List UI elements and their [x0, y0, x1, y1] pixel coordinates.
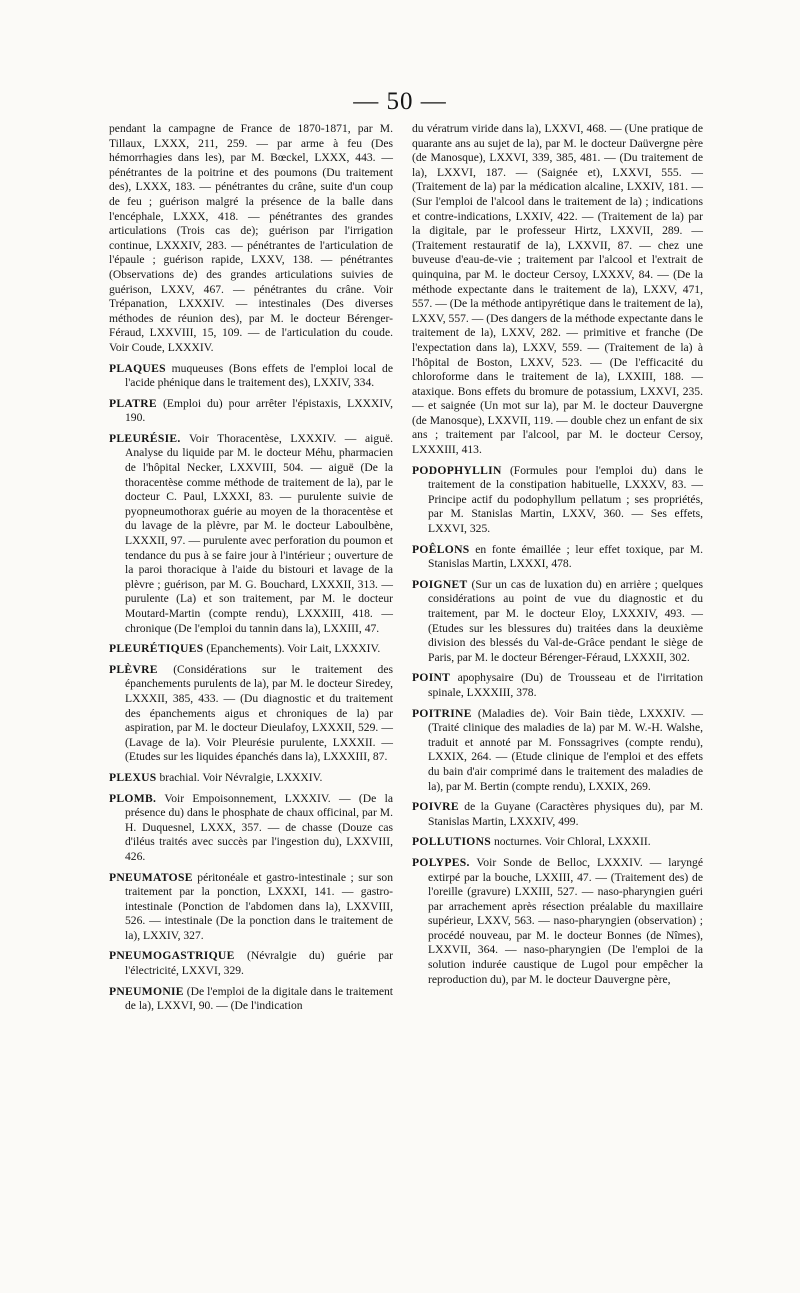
entry-headword: PLEURÉSIE. — [109, 431, 181, 445]
entry-text: (De l'emploi de la digitale dans le traitement de la), LXXVI, 90. — (De l'indication — [125, 984, 393, 1013]
entry-text: nocturnes. Voir Chloral, LXXXII. — [493, 835, 651, 849]
index-entry — [109, 362, 393, 391]
index-entry — [109, 642, 393, 657]
index-entry — [412, 578, 703, 666]
entry-text: Voir Thoracentèse, LXXXIV. — aiguë. Analyse du liquide par M. le docteur Méhu, pharmacien de l'hôpital Necker, LXXVIII, 504. — aiguë (De la thoracentèse comme méthode de traitement de la), par le docteur C. Paul, LXXXI, 83. — purulente suivie de pyopneumothorax guérie au moyen de la thoracentèse et du lavage de la plèvre, par M. le docteur Laboulbène, LXXXII, 97. — purulente avec perforation du poumon et tendance du pus à se faire jour à l'intérieur ; ouverture de la paroi thoracique à l'aide du bistouri et lavage de la plèvre ; guérison, par M. G. Bouchard, LXXXII, 313. — purulente (La) et son traitement, par M. le docteur Moutard-Martin (compte rendu), LXXXIII, 418. — chronique (De l'emploi du tannin dans la), LXXIII, 47. — [125, 431, 393, 635]
index-entry — [109, 985, 393, 1014]
entry-headword: POÊLONS — [412, 542, 470, 556]
index-entry — [412, 856, 703, 987]
entry-text: apophysaire (Du) de Trousseau et de l'irritation spinale, LXXXIII, 378. — [428, 671, 703, 699]
index-entry — [109, 771, 393, 786]
entry-headword: PLOMB. — [109, 791, 157, 805]
index-entry — [412, 835, 703, 850]
left-column — [109, 122, 393, 1020]
entry-headword: PLEXUS — [109, 770, 157, 784]
index-entry — [109, 871, 393, 944]
entry-text: brachial. Voir Névralgie, LXXXIV. — [159, 770, 323, 784]
index-entry — [412, 122, 703, 458]
entry-headword: POIVRE — [412, 800, 459, 814]
entry-text: muqueuses (Bons effets de l'emploi local de l'acide phénique dans le traitement des), LXXIV, 334. — [125, 361, 393, 390]
entry-text: (Névralgie du) guérie par l'électricité, LXXVI, 329. — [125, 949, 393, 978]
index-entry — [412, 543, 703, 572]
entry-text: péritonéale et gastro-intestinale ; sur son traitement par la ponction, LXXXI, 141. — gastro-intestinale (Ponction de l'abdomen dans la), LXXVIII, 526. — intestinale (De la ponction dans le traitement de la), LXXIV, 327. — [125, 870, 393, 942]
page-number: — 50 — — [353, 88, 447, 115]
entry-headword: POITRINE — [412, 706, 472, 720]
entry-text: (Maladies de). Voir Bain tiède, LXXXIV. — (Traité clinique des maladies de la) par M. W.-H. Walshe, traduit et annoté par M. Fonssagrives (compte rendu), LXXIX, 264. — (Etude clinique de l'emploi et des effets du bain d'air comprimé dans le traitement des maladies de la), par M. Bertin (compte rendu), LXXIX, 269. — [428, 706, 703, 793]
entry-text: (Considérations sur le traitement des épanchements purulents de la), par M. le docteur Siredey, LXXXII, 385, 433. — (Du diagnostic et du traitement des épanchements aigus et chroniques de la) par aspiration, par M. le docteur Dieulafoy, LXXXII, 529. — (Lavage de la). Voir Pleurésie purulente, LXXXII. — (Etudes sur les liquides épanchés dans la), LXXXIII, 87. — [125, 662, 393, 764]
index-entry — [109, 432, 393, 636]
entry-text: Voir Sonde de Belloc, LXXXIV. — laryngé extirpé par la bouche, LXXIII, 47. — (Traitement des) de l'oreille (gravure) LXXIII, 527. — naso-pharyngien guéri par arrachement après résection préalable du maxillaire supérieur, LXXV, 563. — naso-pharyngien (observation) ; procédé nouveau, par M. le docteur Bonnes (de Nîmes), LXXVII, 364. — naso-pharyngien (De l'emploi de la solution indurée caustique de Lugol pour empêcher la reproduction du), par M. le docteur Dauvergne père, — [428, 855, 703, 986]
index-entry — [412, 800, 703, 829]
entry-headword: PLATRE — [109, 396, 157, 410]
entry-text: (Epanchements). Voir Lait, LXXXIV. — [206, 642, 381, 656]
index-entry — [412, 671, 703, 700]
entry-headword: PNEUMONIE — [109, 984, 184, 998]
entry-headword: PNEUMOGASTRIQUE — [109, 949, 235, 963]
entry-headword: PNEUMATOSE — [109, 870, 193, 884]
entry-text: (Emploi du) pour arrêter l'épistaxis, LXXXIV, 190. — [125, 396, 393, 425]
entry-text: en fonte émaillée ; leur effet toxique, par M. Stanislas Martin, LXXXI, 478. — [428, 542, 703, 571]
entry-text: Voir Empoisonnement, LXXXIV. — (De la présence du) dans le phosphate de chaux officinal, par M. H. Duquesnel, LXXX, 357. — de chasse (Douze cas d'iléus traités avec succès par l'ingestion du), LXXVIII, 426. — [125, 791, 393, 863]
entry-headword: PODOPHYLLIN — [412, 463, 502, 477]
index-entry — [412, 707, 703, 795]
entry-text: (Formules pour l'emploi du) dans le traitement de la constipation habituelle, LXXXV, 83. — Principe actif du podophyllum pellatum ; ses propriétés, par M. Stanislas Martin, LXXV, 360. — Ses effets, LXXVI, 325. — [428, 463, 703, 536]
entry-text: du vératrum viride dans la), LXXVI, 468. — (Une pratique de quarante ans au sujet de la), par M. le docteur Daüvergne père (de Manosque), LXXVI, 339, 385, 481. — (Du traitement de la), LXXVI, 187. — (Saignée et), LXXVI, 555. — (Traitement de la) par la médication alcaline, LXXIV, 181. — (Sur l'emploi de l'alcool dans le traitement de la) ; indications et contre-indications, LXXIV, 422. — (Traitement de la) par la digitale, par le professeur Hirtz, LXXVII, 289. — (Traitement restauratif de la), LXXVII, 87. — chez une buveuse d'eau-de-vie ; traitement par l'alcool et l'extrait de quinquina, par M. le docteur Cersoy, LXXXV, 84. — (De la méthode expectante dans le traitement de la), LXXV, 471, 557. — (De la méthode antipyrétique dans le traitement de la), LXXV, 557. — (Des dangers de la méthode expectante dans le traitement de la), LXXV, 282. — primitive et franche (De l'expectation dans la), LXXV, 559. — (Traitement de la) à l'hôpital de Boston, LXXV, 523. — (De l'efficacité du chloroforme dans le traitement de la), LXXIII, 188. — ataxique. Bons effets du bromure de potassium, LXXVI, 235. — et saignée (Un mot sur la), par M. le docteur Dauvergne (de Manosque), LXXVII, 119. — double chez un enfant de six ans ; traitement par l'alcool, par M. le docteur Cersoy, LXXXIII, 413. — [412, 122, 703, 457]
index-entry — [109, 792, 393, 865]
entry-text: de la Guyane (Caractères physiques du), par M. Stanislas Martin, LXXXIV, 499. — [428, 800, 703, 828]
index-entry — [109, 397, 393, 426]
entry-headword: PLEURÉTIQUES — [109, 642, 204, 656]
entry-headword: POINT — [412, 671, 451, 685]
entry-headword: POLLUTIONS — [412, 835, 492, 849]
right-column — [412, 122, 703, 993]
index-entry — [109, 663, 393, 765]
entry-text: pendant la campagne de France de 1870-1871, par M. Tillaux, LXXX, 211, 259. — par arme à feu (Des hémorrhagies dans les), par M. Bœckel, LXXX, 443. — pénétrantes de la poitrine et des poumons (Du traitement des), LXXX, 183. — pénétrantes du crâne, suite d'un coup de feu ; guérison malgré la présence de la balle dans l'encéphale, LXXX, 418. — pénétrantes des grandes articulations (Trois cas de); guérison par l'irrigation continue, LXXXIV, 283. — pénétrantes de l'articulation de l'épaule ; guérison rapide, LXXV, 138. — pénétrantes (Observations de) des grandes articulations suivies de guérison, LXXV, 467. — pénétrantes du crâne. Voir Trépanation, LXXXIV. — intestinales (Des diverses méthodes de réunion des), par M. le docteur Bérenger-Féraud, LXXVIII, 15, 109. — de l'articulation du coude. Voir Coude, LXXXIV. — [109, 122, 393, 354]
index-entry — [109, 122, 393, 356]
entry-headword: PLAQUES — [109, 361, 166, 375]
index-entry — [412, 464, 703, 537]
index-entry — [109, 949, 393, 978]
entry-headword: POLYPES. — [412, 855, 470, 869]
entry-text: (Sur un cas de luxation du) en arrière ; quelques considérations au point de vue du diagnostic et du traitement, par M. le docteur Eloy, LXXXIV, 493. — (Etudes sur les blessures du) traitées dans la deuxième division des blessés du Val-de-Grâce pendant le siège de Paris, par M. le docteur Bérenger-Féraud, LXXXII, 302. — [428, 577, 703, 664]
entry-headword: PLÈVRE — [109, 662, 158, 676]
entry-headword: POIGNET — [412, 577, 468, 591]
